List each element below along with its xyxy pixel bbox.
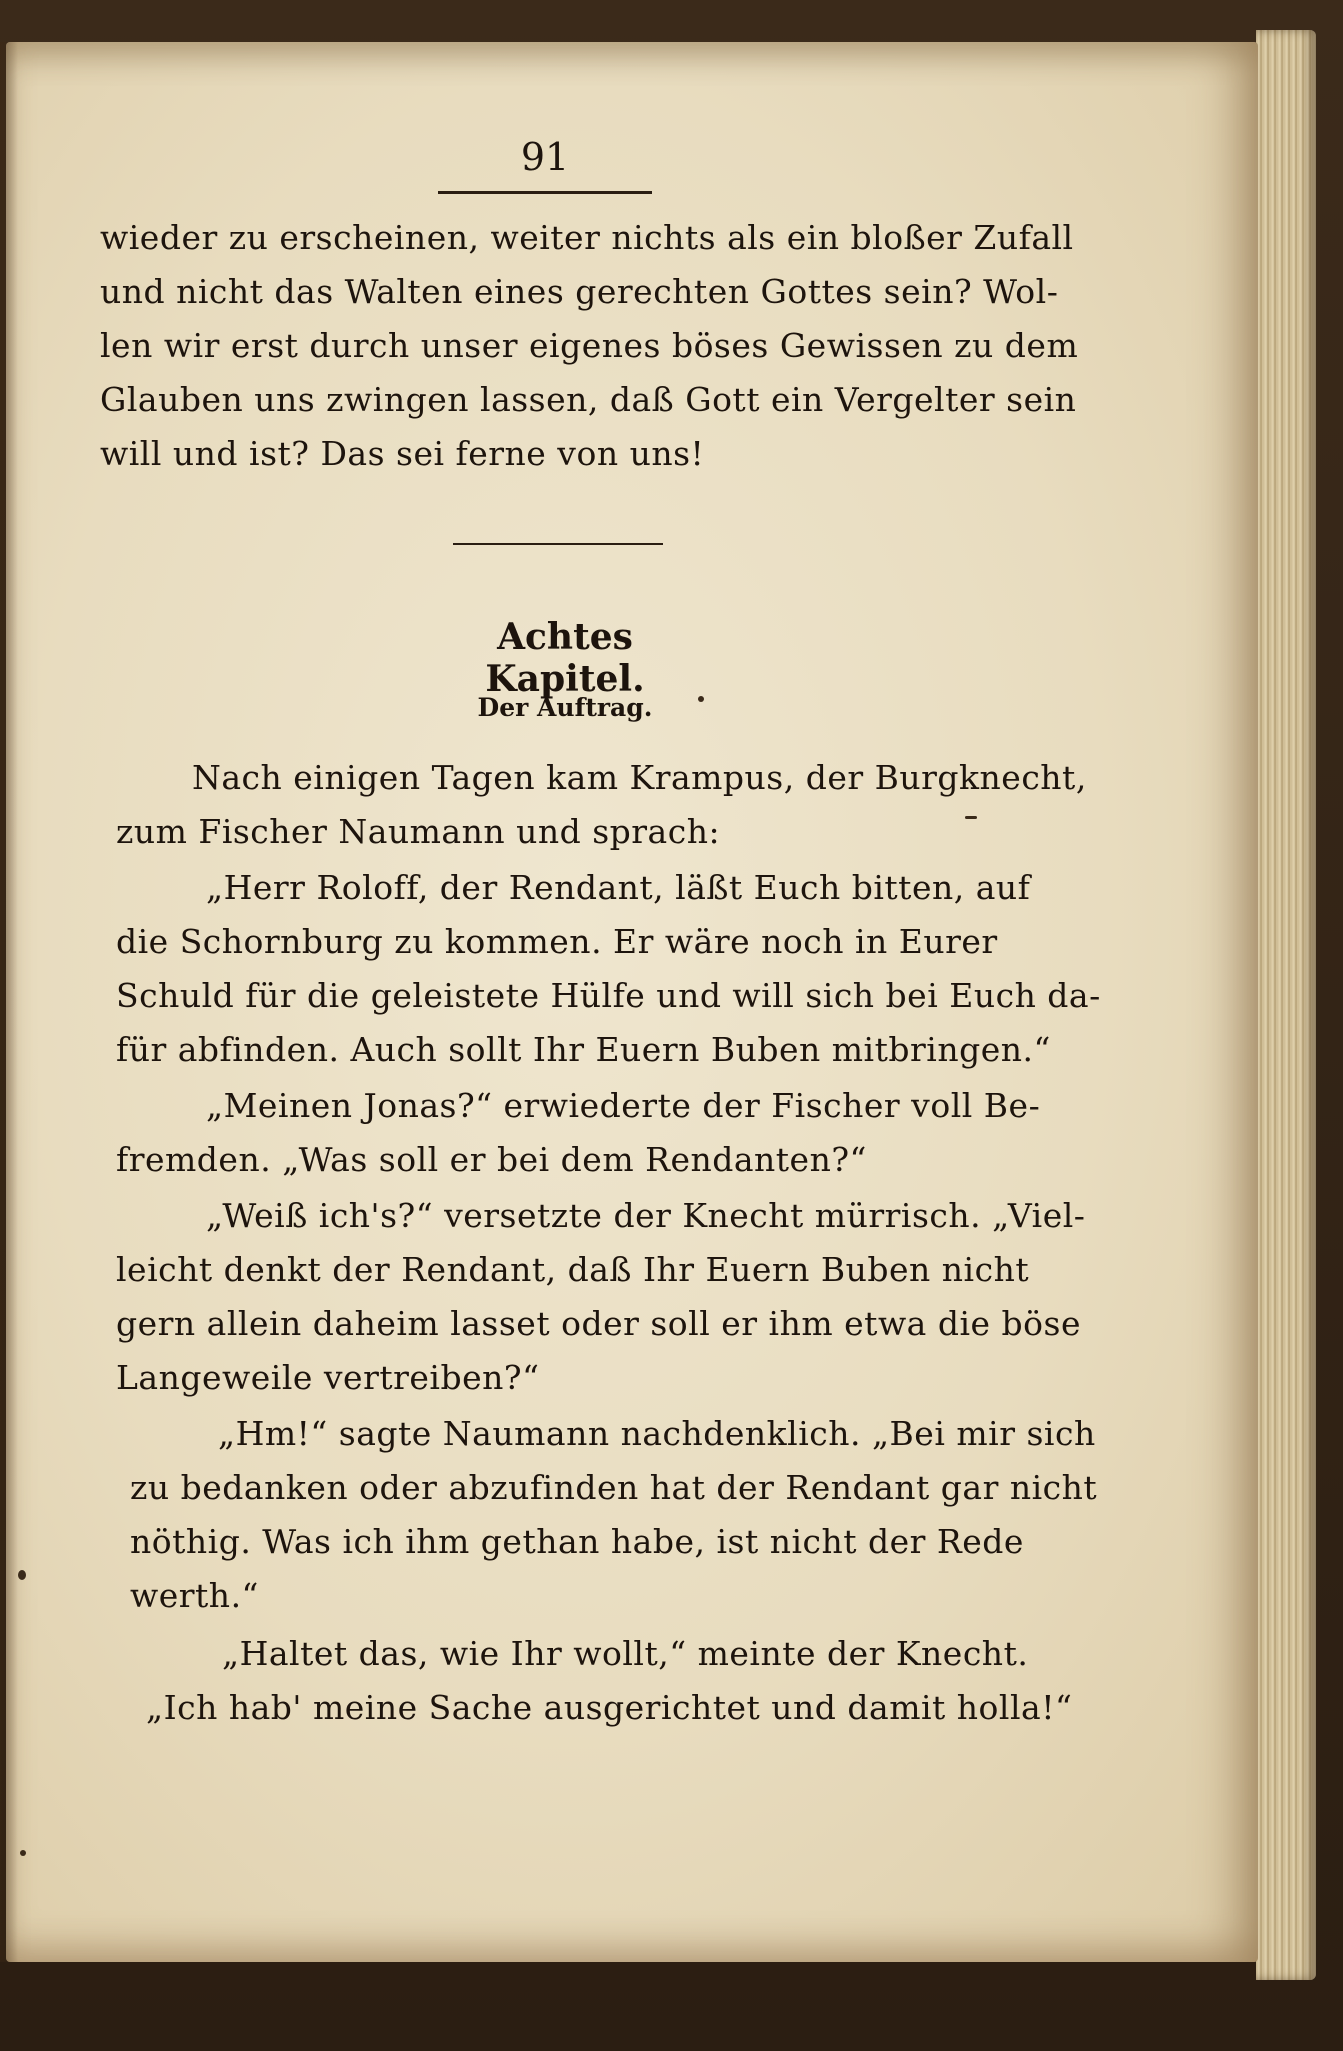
text-line: „Hm!“ sagte Naumann nachdenklich. „Bei mir sich xyxy=(218,1414,1096,1453)
text-line: Nach einigen Tagen kam Krampus, der Burgknecht, xyxy=(192,758,1087,797)
text-line: Langeweile vertreiben?“ xyxy=(116,1358,540,1397)
spine-shadow xyxy=(0,42,18,1962)
text-line: Glauben uns zwingen lassen, daß Gott ein Vergelter sein xyxy=(100,380,1077,419)
text-line: fremden. „Was soll er bei dem Rendanten?“ xyxy=(116,1140,867,1179)
ink-speck xyxy=(965,816,977,819)
text-line: die Schornburg zu kommen. Er wäre noch in Eurer xyxy=(116,922,998,961)
chapter-title: Achtes Kapitel. xyxy=(485,616,645,700)
ink-speck xyxy=(698,696,704,702)
text-line: wieder zu erscheinen, weiter nichts als ein bloßer Zufall xyxy=(100,218,1074,257)
text-line: zu bedanken oder abzufinden hat der Rendant gar nicht xyxy=(130,1468,1098,1507)
text-line: „Weiß ich's?“ versetzte der Knecht mürrisch. „Viel- xyxy=(206,1196,1086,1235)
ink-speck xyxy=(20,1850,26,1856)
text-line: gern allein daheim lasset oder soll er ihm etwa die böse xyxy=(116,1304,1082,1343)
text-line: leicht denkt der Rendant, daß Ihr Euern Buben nicht xyxy=(116,1250,1030,1289)
text-line: werth.“ xyxy=(130,1576,259,1615)
text-line: „Herr Roloff, der Rendant, läßt Euch bitten, auf xyxy=(206,868,1031,907)
text-line: „Ich hab' meine Sache ausgerichtet und damit holla!“ xyxy=(146,1688,1073,1727)
header-rule xyxy=(438,191,652,194)
text-line: „Meinen Jonas?“ erwiederte der Fischer voll Be- xyxy=(206,1086,1041,1125)
ink-speck xyxy=(18,1570,26,1580)
section-separator xyxy=(453,543,663,545)
text-line: Schuld für die geleistete Hülfe und will sich bei Euch da- xyxy=(116,976,1101,1015)
page-edges xyxy=(1256,30,1316,1980)
text-line: „Haltet das, wie Ihr wollt,“ meinte der Knecht. xyxy=(222,1634,1029,1673)
text-line: len wir erst durch unser eigenes böses Gewissen zu dem xyxy=(100,326,1079,365)
page-number: 91 xyxy=(520,135,570,179)
text-line: und nicht das Walten eines gerechten Gottes sein? Wol- xyxy=(100,272,1059,311)
chapter-subtitle: Der Auftrag. xyxy=(477,693,653,722)
text-line: nöthig. Was ich ihm gethan habe, ist nicht der Rede xyxy=(130,1522,1024,1561)
text-line: für abfinden. Auch sollt Ihr Euern Buben mitbringen.“ xyxy=(116,1030,1051,1069)
text-line: zum Fischer Naumann und sprach: xyxy=(116,812,721,851)
text-line: will und ist? Das sei ferne von uns! xyxy=(100,434,705,473)
